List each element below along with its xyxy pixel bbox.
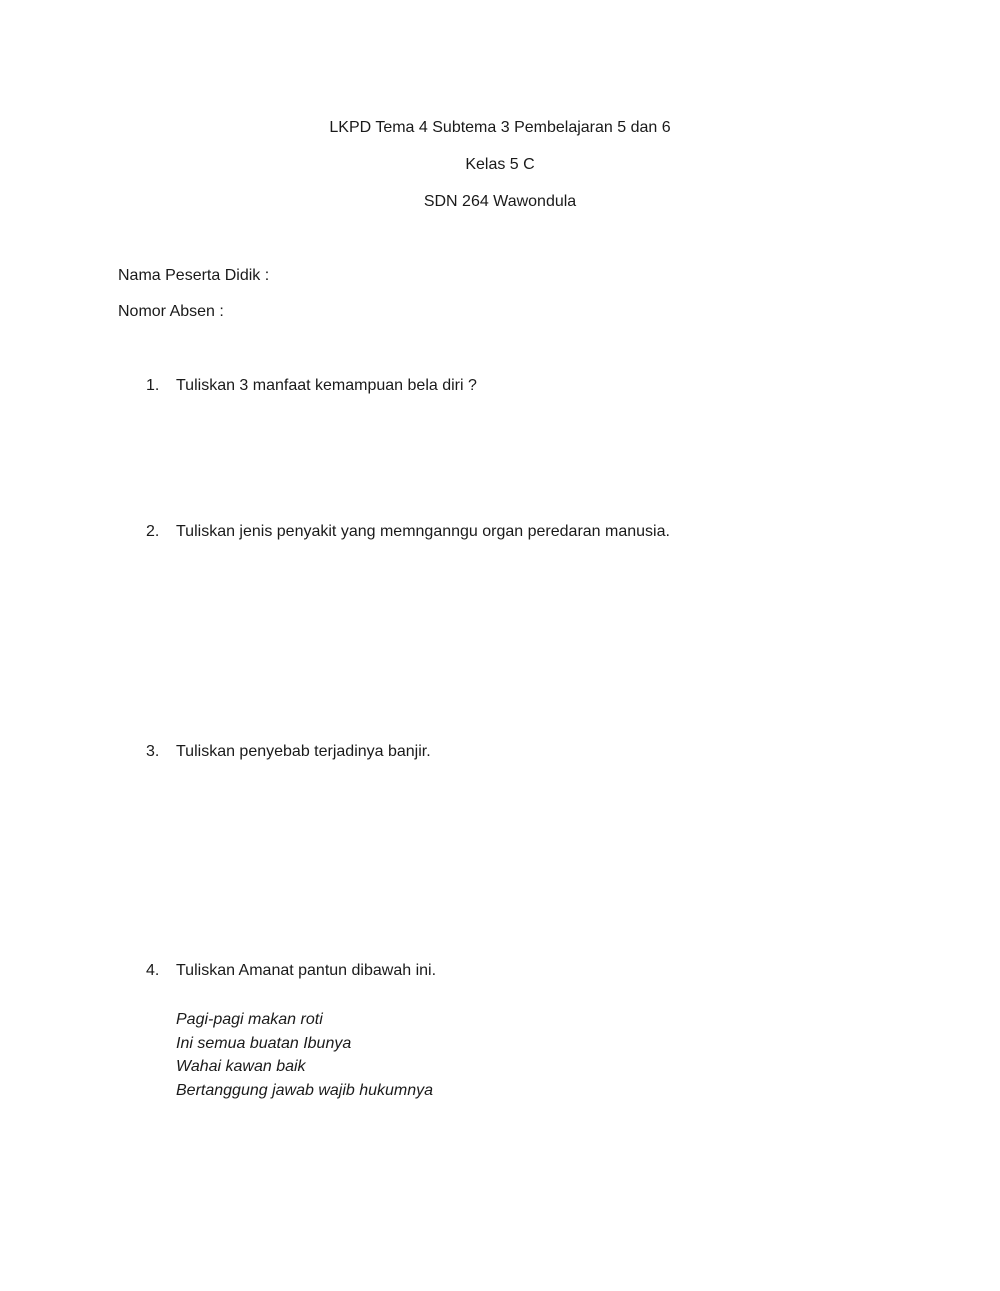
question-text: Tuliskan Amanat pantun dibawah ini. xyxy=(176,962,437,979)
question-text: Tuliskan jenis penyakit yang memnganngu organ peredaran manusia. xyxy=(176,523,670,540)
student-name-label: Nama Peserta Didik : xyxy=(118,267,270,284)
pantun-line: Wahai kawan baik xyxy=(176,1058,306,1075)
worksheet-title: LKPD Tema 4 Subtema 3 Pembelajaran 5 dan 6 xyxy=(329,119,671,136)
class-label: Kelas 5 C xyxy=(465,156,535,173)
question-number: 4. xyxy=(146,962,160,979)
pantun-line: Bertanggung jawab wajib hukumnya xyxy=(176,1081,434,1099)
school-name: SDN 264 Wawondula xyxy=(423,193,577,210)
pantun-line: Pagi-pagi makan roti xyxy=(176,1011,323,1028)
pantun-poem xyxy=(176,1008,433,1102)
question-text: Tuliskan 3 manfaat kemampuan bela diri ? xyxy=(176,377,477,394)
question-number: 1. xyxy=(146,377,160,394)
question-number: 3. xyxy=(146,743,160,760)
question-number: 2. xyxy=(146,523,160,540)
question-text: Tuliskan penyebab terjadinya banjir. xyxy=(176,743,431,760)
pantun-line: Ini semua buatan Ibunya xyxy=(176,1034,352,1052)
student-number-label: Nomor Absen : xyxy=(118,303,224,320)
